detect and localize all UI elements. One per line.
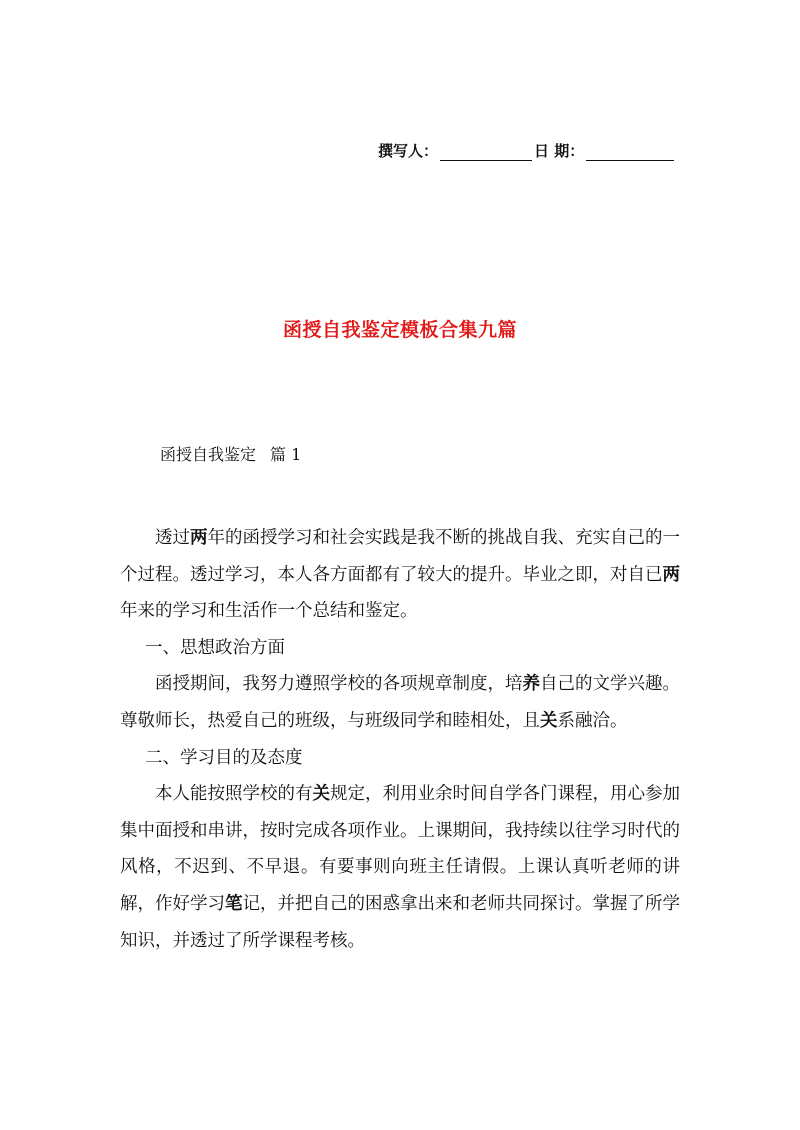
date-label: 日 期： [534,142,585,160]
text-run: 二、学习目的及态度 [145,747,303,768]
paragraph-heading-politics [120,630,680,667]
text-run-bold: 两 [662,564,680,585]
text-run: 一、思想政治方面 [145,637,285,658]
paragraph-politics [120,666,680,739]
text-run-bold: 养 [522,674,540,695]
author-blank [440,146,532,161]
text-run: 本人能按照学校的有 [155,784,313,805]
text-run: 记，并把自己的困惑拿出来和老师共同探讨。掌握了所学知识，并透过了所学课程考核。 [120,893,680,951]
date-blank [586,146,674,161]
paragraph-heading-study [120,740,680,777]
paragraph-intro [120,520,680,630]
text-run: 系融洽。 [557,710,628,731]
author-date-line [378,140,708,161]
text-run-bold: 关 [540,710,558,731]
text-run: 规定，利用业余时间自学各门课程，用心参加集中面授和串讲，按时完成各项作业。上课期间，我持续以往学习时代的风格，不迟到、不早退。有要事则向班主任请假。上课认真听老师的讲解，作好学习 [120,784,680,914]
section-heading [160,442,301,465]
text-run: 自己的文学兴趣。尊敬师长，热爱自己的班级，与班级同学和睦相处，且 [120,674,680,731]
section-number: 篇 1 [270,445,302,464]
text-run: 年来的学习和生活作一个总结和鉴定。 [120,601,418,622]
text-run: 年的函授学习和社会实践是我不断的挑战自我、充实自己的一个过程。透过学习，本人各方面都有了较大的提升。毕业之即，对自已 [120,528,680,585]
document-body [120,520,680,959]
paragraph-study [120,776,680,959]
author-label: 撰写人： [378,142,439,160]
text-run: 透过 [155,528,190,548]
document-title: 函授自我鉴定模板合集九篇 [282,319,517,341]
text-run-bold: 关 [312,784,330,805]
text-run-bold: 两 [190,528,208,548]
text-run-bold: 笔 [225,893,243,914]
section-title: 函授自我鉴定 [160,445,257,464]
text-run: 函授期间，我努力遵照学校的各项规章制度，培 [155,674,523,695]
